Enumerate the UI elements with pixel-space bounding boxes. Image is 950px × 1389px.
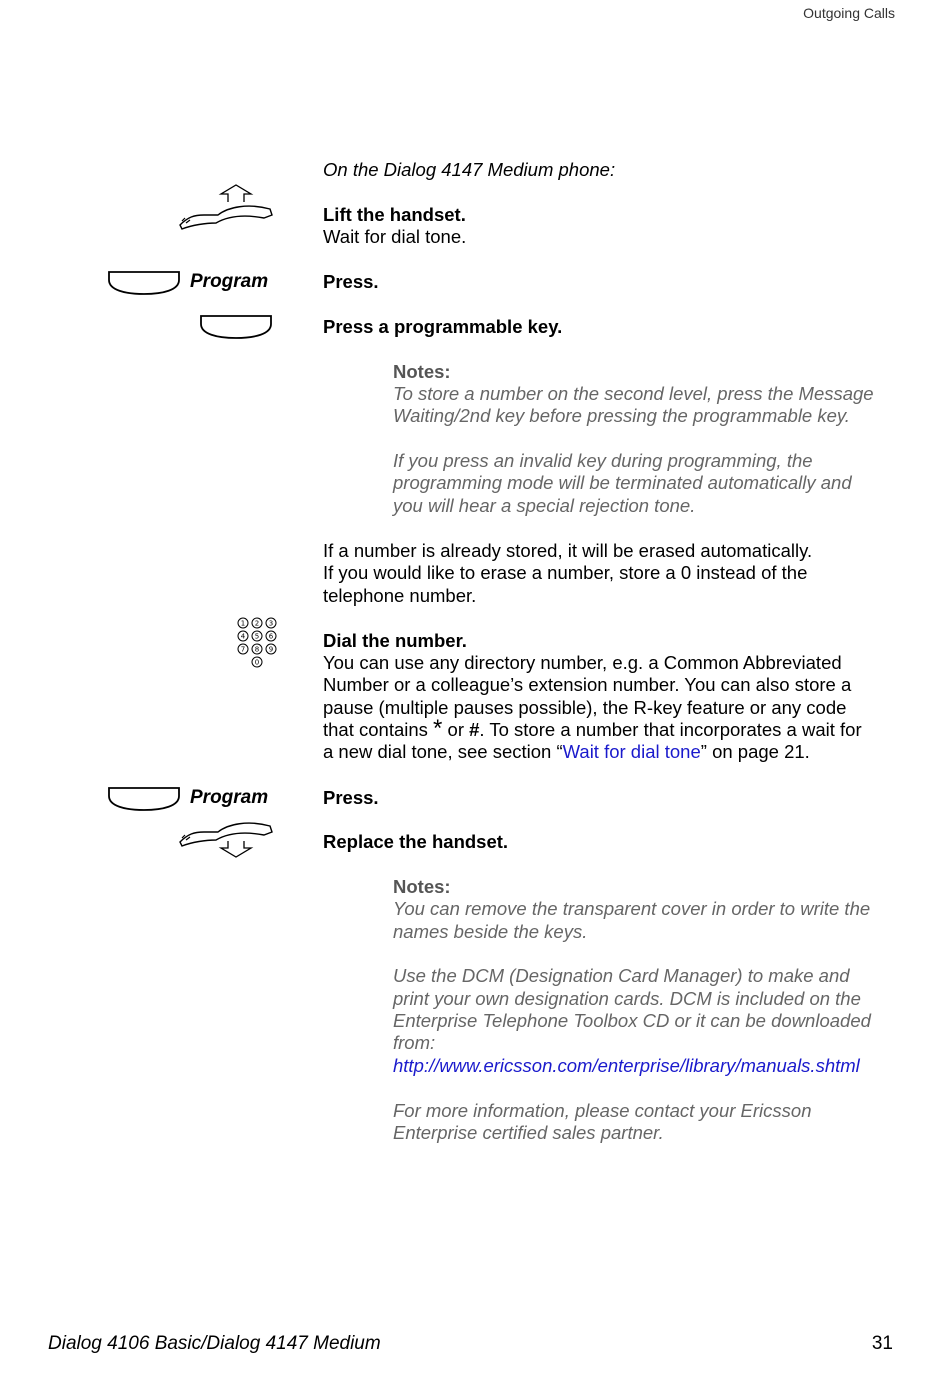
svg-text:7: 7: [240, 645, 246, 654]
press-programmable-key-instruction: Press a programmable key.: [323, 316, 563, 337]
keypad-key: [252, 657, 262, 667]
replace-handset-instruction: Replace the handset.: [323, 831, 509, 852]
text-span: ” on page 21.: [700, 741, 810, 762]
text-span: or: [447, 719, 464, 740]
keypad-key: [266, 631, 276, 641]
note-text-line: Waiting/2nd key before pressing the programmable key.: [393, 405, 850, 426]
keypad-icon: [236, 617, 278, 671]
keypad-key: [252, 644, 262, 654]
note-text-line: from:: [393, 1032, 436, 1053]
svg-text:2: 2: [254, 619, 260, 628]
dial-number-instruction: Dial the number.: [323, 630, 467, 651]
svg-text:3: 3: [268, 619, 274, 628]
note-text-line: You can remove the transparent cover in order to write the: [393, 898, 871, 919]
program-key-icon: [107, 786, 181, 812]
svg-text:8: 8: [254, 645, 260, 654]
keypad-key: [266, 618, 276, 628]
body-text-line: [323, 715, 862, 742]
press-instruction: Press.: [323, 271, 379, 292]
note-text-line: If you press an invalid key during programming, the: [393, 450, 813, 471]
note-text-line: To store a number on the second level, press the Message: [393, 383, 874, 404]
note-text-line: For more information, please contact your Ericsson: [393, 1100, 812, 1121]
body-text-line: If you would like to erase a number, store a 0 instead of the: [323, 562, 808, 583]
note-text-line: Use the DCM (Designation Card Manager) to make and: [393, 965, 850, 986]
page-number: 31: [871, 1333, 893, 1354]
program-key-label: Program: [190, 271, 269, 292]
keypad-key: [238, 618, 248, 628]
svg-text:4: 4: [240, 632, 246, 641]
svg-text:6: 6: [268, 632, 274, 641]
body-text-line: You can use any directory number, e.g. a Common Abbreviated: [323, 652, 842, 673]
keypad-key: [252, 631, 262, 641]
body-text-line: If a number is already stored, it will be erased automatically.: [323, 540, 813, 561]
program-key-icon: [107, 270, 181, 296]
note-text-line: Enterprise certified sales partner.: [393, 1122, 664, 1143]
svg-text:0: 0: [254, 658, 260, 667]
svg-text:1: 1: [240, 619, 246, 628]
program-key-label: Program: [190, 787, 269, 808]
lift-handset-icon: [178, 185, 276, 231]
manuals-url-link[interactable]: http://www.ericsson.com/enterprise/library/manuals.shtml: [393, 1055, 860, 1076]
note-text-line: you will hear a special rejection tone.: [393, 495, 696, 516]
keypad-key: [266, 644, 276, 654]
replace-handset-icon: [178, 822, 276, 862]
lift-handset-instruction: Lift the handset.: [323, 204, 466, 225]
wait-dial-tone-text: Wait for dial tone.: [323, 226, 467, 247]
intro-text: On the Dialog 4147 Medium phone:: [323, 159, 616, 180]
note-text-line: print your own designation cards. DCM is included on the: [393, 988, 861, 1009]
body-text-line: pause (multiple pauses possible), the R-key feature or any code: [323, 697, 847, 718]
keypad-key: [238, 631, 248, 641]
notes-heading: Notes:: [393, 361, 451, 382]
body-text-line: Number or a colleague’s extension number. You can also store a: [323, 674, 852, 695]
note-text-line: Enterprise Telephone Toolbox CD or it can be downloaded: [393, 1010, 871, 1031]
svg-text:5: 5: [254, 632, 260, 641]
svg-text:9: 9: [268, 645, 274, 654]
body-text-line: [323, 741, 810, 764]
running-header: Outgoing Calls: [803, 5, 895, 21]
footer-title: Dialog 4106 Basic/Dialog 4147 Medium: [48, 1333, 381, 1354]
note-text-line: names beside the keys.: [393, 921, 588, 942]
text-span: that contains: [323, 719, 428, 740]
keypad-key: [252, 618, 262, 628]
note-text-line: programming mode will be terminated automatically and: [393, 472, 852, 493]
star-key-symbol: *: [433, 715, 443, 742]
text-span: a new dial tone, see section “: [323, 741, 563, 762]
text-span: . To store a number that incorporates a wait for: [479, 719, 862, 740]
keypad-key: [238, 644, 248, 654]
notes-heading: Notes:: [393, 876, 451, 897]
wait-for-dial-tone-link[interactable]: Wait for dial tone: [562, 741, 701, 762]
hash-key-symbol: #: [469, 719, 480, 740]
press-instruction: Press.: [323, 787, 379, 808]
programmable-key-icon: [199, 314, 273, 340]
body-text-line: telephone number.: [323, 585, 477, 606]
